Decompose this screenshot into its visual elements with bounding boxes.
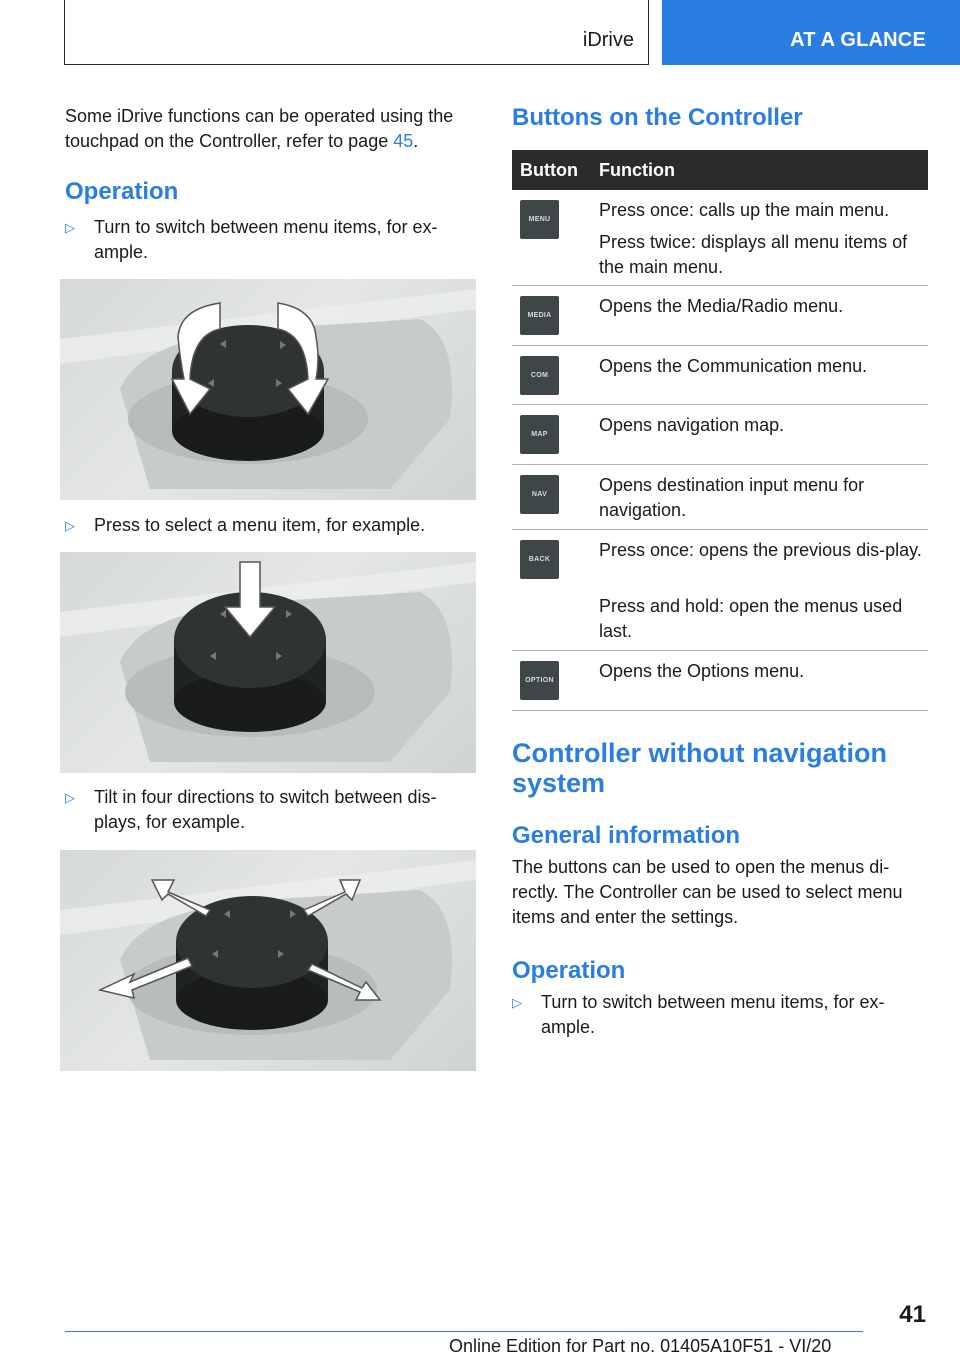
menu-button-icon [520,200,559,239]
intro-period: . [413,131,419,151]
header-chapter-title: AT A GLANCE [790,29,926,51]
buttons-heading: Buttons on the Controller [512,104,803,131]
bullet-text: Tilt in four directions to switch between dis-plays, for example. [94,787,437,832]
bullet-triangle-icon: ▷ [65,220,75,235]
col-function-header: Function [599,160,675,180]
bullet-text: Turn to switch between menu items, for ex-ample. [94,217,438,262]
function-text: Opens the Communication menu. [599,356,868,376]
controller-press-image [60,552,476,773]
bullet-turn [65,215,480,265]
com-button-icon [520,356,559,395]
intro-text: Some iDrive functions can be operated using the touchpad on the Controller, refer to page [65,106,454,151]
buttons-table [512,150,928,711]
table-row [512,286,928,346]
back-button-label: BACK [528,556,551,563]
function-text: Press once: opens the previous dis-play. [599,540,922,560]
function-text: Press twice: displays all menu items of the main menu. [599,232,908,277]
header-section-box [64,0,649,65]
bullet-triangle-icon: ▷ [65,790,75,805]
table-row [512,530,928,651]
menu-button-label: MENU [528,216,551,223]
table-row [512,190,928,286]
table-row [512,465,928,530]
option-button-label: OPTION [525,677,554,684]
controller-tilt-image [60,850,476,1071]
function-text: Opens the Options menu. [599,661,805,681]
table-row [512,405,928,465]
intro-paragraph [65,104,480,154]
media-button-icon [520,296,559,335]
table-row [512,346,928,405]
com-button-label: COM [530,372,549,379]
function-text: Opens destination input menu for navigation. [599,475,865,520]
table-header [512,150,928,190]
function-text: Press and hold: open the menus used last. [599,596,903,641]
col-button-header: Button [520,160,578,180]
general-info-heading: General information [512,822,741,849]
operation-heading-right: Operation [512,957,626,984]
page-link[interactable]: 45 [393,131,414,151]
nav-button-icon [520,475,559,514]
nav-button-label: NAV [531,491,548,498]
function-text: Opens navigation map. [599,415,785,435]
map-button-icon [520,415,559,454]
table-row [512,651,928,711]
header-chapter-box [662,0,960,65]
bullet-tilt [65,785,480,835]
controller-turn-image [60,279,476,500]
function-text: Opens the Media/Radio menu. [599,296,844,316]
option-button-icon [520,661,559,700]
operation-heading: Operation [65,178,179,205]
back-button-icon [520,540,559,579]
function-text: Press once: calls up the main menu. [599,200,890,220]
bullet-turn-right [512,990,928,1040]
bullet-text: Press to select a menu item, for example. [94,515,426,535]
bullet-triangle-icon: ▷ [65,518,75,533]
footer-edition: Online Edition for Part no. 01405A10F51 - VI/20 [449,1336,832,1356]
bullet-text: Turn to switch between menu items, for ex-ample. [541,992,885,1037]
controller-without-nav-heading: Controller without navigation system [512,738,887,798]
header-section-title: iDrive [582,29,634,51]
media-button-label: MEDIA [527,312,552,319]
map-button-label: MAP [531,431,548,438]
bullet-press [65,513,480,538]
general-info-paragraph: The buttons can be used to open the menus di-rectly. The Controller can be used to select menu items and enter the settings. [512,857,903,927]
bullet-triangle-icon: ▷ [512,995,522,1010]
footer-divider [65,1331,863,1332]
page-number: 41 [899,1301,926,1328]
